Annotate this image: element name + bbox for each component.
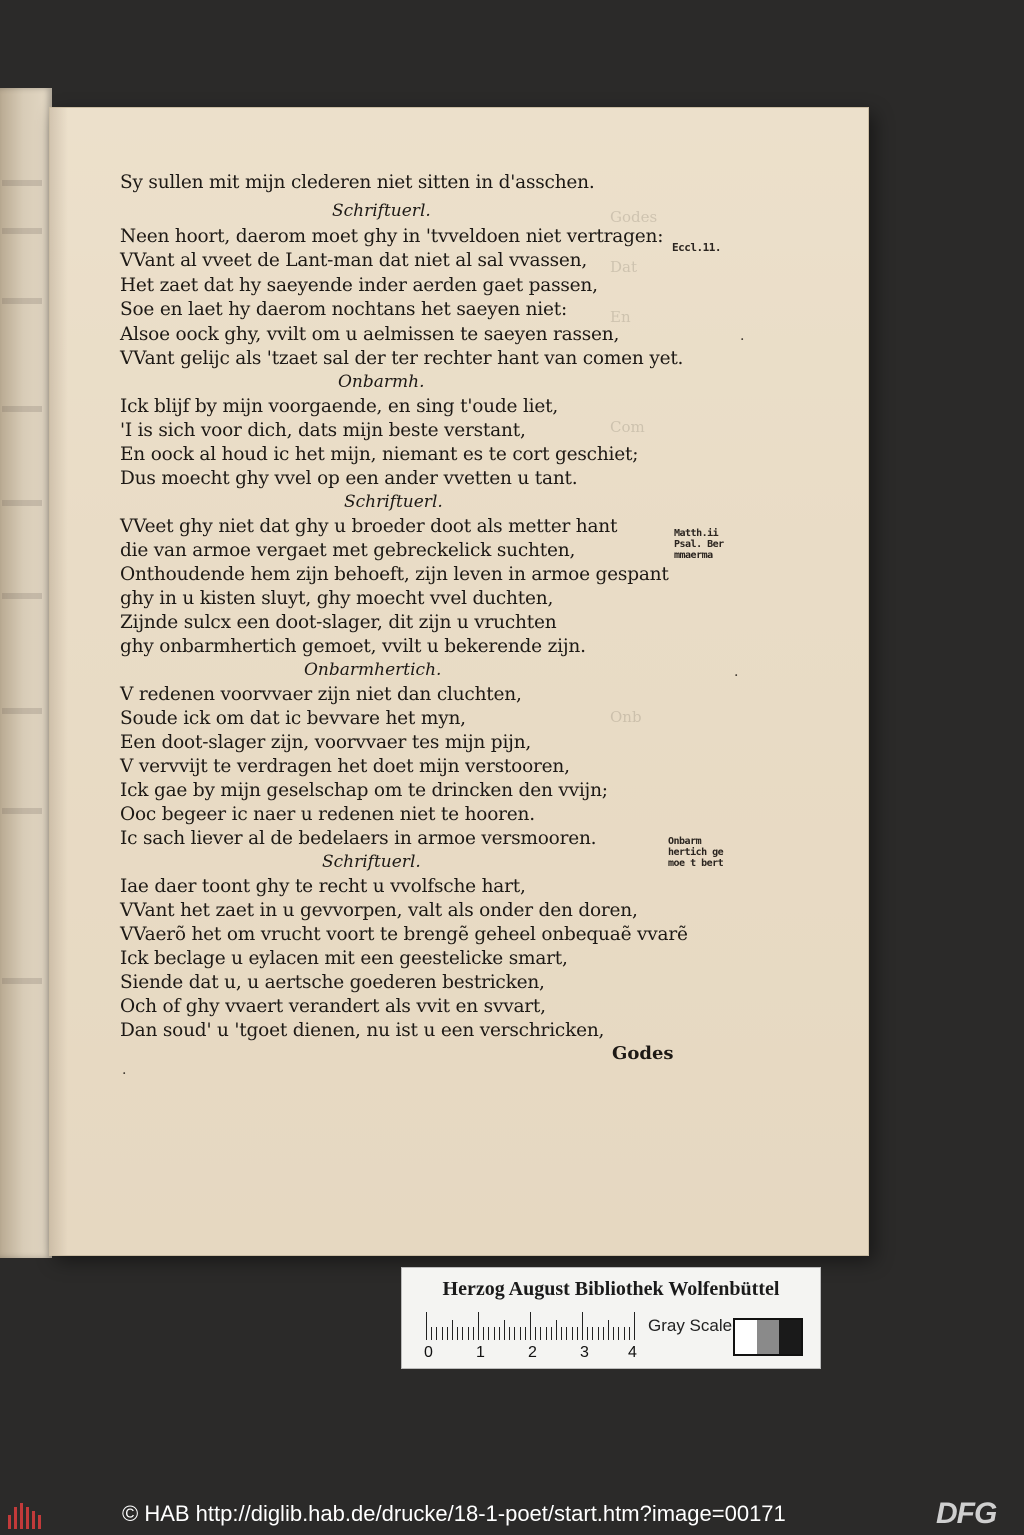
verse-line: Ick blijf by mijn voorgaende, en sing t'oude liet, — [120, 396, 559, 417]
ruler-tick — [483, 1327, 484, 1340]
speaker-label: Schriftuerl. — [344, 492, 443, 512]
verse-line: Alsoe oock ghy, vvilt om u aelmissen te saeyen rassen, — [120, 324, 620, 345]
ruler-tick — [546, 1327, 547, 1340]
ruler-number: 4 — [628, 1344, 637, 1361]
ruler-tick — [561, 1327, 562, 1340]
footer-copyright: © HAB http://diglib.hab.de/drucke/18-1-poet/start.htm?image=00171 — [122, 1501, 786, 1526]
verse-line: Neen hoort, daerom moet ghy in 'tvveldoen niet vertragen: — [120, 226, 664, 247]
margin-note-eccl: Eccl.11. — [672, 241, 721, 254]
verse-line: Onthoudende hem zijn behoeft, zijn leven in armoe gespant — [120, 564, 669, 585]
ruler-tick — [535, 1327, 536, 1340]
ruler-tick — [613, 1327, 614, 1340]
verse-line: Een doot-slager zijn, voorvvaer tes mijn pijn, — [120, 732, 532, 753]
ruler-tick — [426, 1312, 427, 1340]
show-through-text: Onb — [610, 708, 642, 726]
ruler-tick — [509, 1327, 510, 1340]
verse-line: V redenen voorvvaer zijn niet dan cluchten, — [120, 684, 522, 705]
verse-line: ghy onbarmhertich gemoet, vvilt u bekerende zijn. — [120, 636, 586, 657]
ruler-tick — [618, 1327, 619, 1340]
show-through-text: Dat — [610, 258, 637, 276]
speaker-label: Schriftuerl. — [322, 852, 421, 872]
verse-line: VVant gelijc als 'tzaet sal der ter rechter hant van comen yet. — [120, 348, 684, 369]
ruler-tick — [624, 1327, 625, 1340]
speaker-label: Onbarmhertich. — [304, 660, 442, 680]
ruler-tick — [478, 1312, 479, 1340]
ruler-tick — [447, 1327, 448, 1340]
show-through-text: En — [610, 308, 631, 326]
verse-line: Sy sullen mit mijn clederen niet sitten in d'asschen. — [120, 172, 595, 193]
ruler-tick — [442, 1327, 443, 1340]
verse-line: Ick beclage u eylacen mit een geestelicke smart, — [120, 948, 568, 969]
ruler-number: 2 — [528, 1344, 537, 1361]
verse-line: VVant al vveet de Lant-man dat niet al sal vvassen, — [120, 250, 588, 271]
verse-line: Siende dat u, u aertsche goederen bestricken, — [120, 972, 545, 993]
ruler-numbers — [420, 1344, 650, 1364]
ruler-tick — [587, 1327, 588, 1340]
page-mark: · — [740, 332, 745, 348]
footer-bar — [0, 1495, 1024, 1535]
ruler-tick — [520, 1327, 521, 1340]
verse-line: Ic sach liever al de bedelaers in armoe versmooren. — [120, 828, 597, 849]
ruler-tick — [634, 1312, 635, 1340]
ruler-number: 0 — [424, 1344, 433, 1361]
speaker-label: Schriftuerl. — [332, 201, 431, 221]
verse-line: VVant het zaet in u gevvorpen, valt als onder den doren, — [120, 900, 638, 921]
ruler-tick — [494, 1327, 495, 1340]
color-card — [402, 1268, 820, 1368]
verse-line: En oock al houd ic het mijn, niemant es te cort geschiet; — [120, 444, 639, 465]
ruler-tick — [629, 1327, 630, 1340]
verse-line: die van armoe vergaet met gebreckelick suchten, — [120, 540, 576, 561]
ruler-tick — [462, 1327, 463, 1340]
ruler-tick — [582, 1312, 583, 1340]
ruler-tick — [603, 1327, 604, 1340]
show-through-text: Com — [610, 418, 645, 436]
ruler-tick — [551, 1327, 552, 1340]
margin-note-matth: Matth.ii Psal. Ber mmaerma — [674, 528, 724, 561]
ruler-tick — [556, 1320, 557, 1340]
ruler-tick — [525, 1327, 526, 1340]
ruler-tick — [514, 1327, 515, 1340]
verse-line: Iae daer toont ghy te recht u vvolfsche hart, — [120, 876, 526, 897]
ruler-number: 3 — [580, 1344, 589, 1361]
verse-line: Zijnde sulcx een doot-slager, dit zijn u vruchten — [120, 612, 557, 633]
catchword: Godes — [612, 1043, 674, 1064]
ruler-tick — [572, 1327, 573, 1340]
ruler — [426, 1312, 636, 1340]
ruler-number: 1 — [476, 1344, 485, 1361]
page-mark: · — [122, 1066, 127, 1082]
hab-logo — [8, 1501, 46, 1529]
ruler-tick — [499, 1327, 500, 1340]
verse-line: Dan soud' u 'tgoet dienen, nu ist u een verschricken, — [120, 1020, 605, 1041]
ruler-tick — [608, 1320, 609, 1340]
ruler-tick — [457, 1327, 458, 1340]
card-title: Herzog August Bibliothek Wolfenbüttel — [442, 1278, 780, 1300]
gray-swatch-cell — [779, 1320, 801, 1354]
gray-scale-label: Gray Scale — [648, 1316, 733, 1335]
verse-line: Het zaet dat hy saeyende inder aerden gaet passen, — [120, 275, 598, 296]
ruler-tick — [566, 1327, 567, 1340]
verse-line: Soe en laet hy daerom nochtans het saeyen niet: — [120, 299, 568, 320]
dfg-logo: DFG — [936, 1497, 997, 1530]
ruler-tick — [530, 1312, 531, 1340]
ruler-tick — [598, 1327, 599, 1340]
verse-line: ghy in u kisten sluyt, ghy moecht vvel duchten, — [120, 588, 554, 609]
verse-line: Ick gae by mijn geselschap om te drincken den vvijn; — [120, 780, 608, 801]
ruler-tick — [452, 1320, 453, 1340]
verse-line: VVeet ghy niet dat ghy u broeder doot als metter hant — [120, 516, 618, 537]
verse-line: Soude ick om dat ic bevvare het myn, — [120, 708, 466, 729]
verse-line: Dus moecht ghy vvel op een ander vvetten u tant. — [120, 468, 578, 489]
margin-note-onbarm: Onbarm hertich ge moe t bert — [668, 836, 724, 869]
speaker-label: Onbarmh. — [338, 372, 425, 392]
ruler-tick — [577, 1327, 578, 1340]
ruler-tick — [431, 1327, 432, 1340]
verse-line: 'I is sich voor dich, dats mijn beste verstant, — [120, 420, 526, 441]
ruler-tick — [540, 1327, 541, 1340]
verse-line: Ooc begeer ic naer u redenen niet te hooren. — [120, 804, 535, 825]
verse-line: V vervvijt te verdragen het doet mijn verstooren, — [120, 756, 570, 777]
ruler-tick — [488, 1327, 489, 1340]
show-through-text: Godes — [610, 208, 658, 226]
ruler-tick — [504, 1320, 505, 1340]
gray-swatch-cell — [757, 1320, 779, 1354]
verse-line: Och of ghy vvaert verandert als vvit en svvart, — [120, 996, 546, 1017]
gray-scale-swatch — [733, 1318, 803, 1356]
verse-line: VVaerõ het om vrucht voort te brengẽ geheel onbequaẽ vvarẽ — [120, 924, 688, 945]
page-mark: · — [734, 668, 739, 684]
ruler-tick — [468, 1327, 469, 1340]
ruler-tick — [592, 1327, 593, 1340]
ruler-tick — [436, 1327, 437, 1340]
ruler-tick — [473, 1327, 474, 1340]
gray-swatch-cell — [735, 1320, 757, 1354]
